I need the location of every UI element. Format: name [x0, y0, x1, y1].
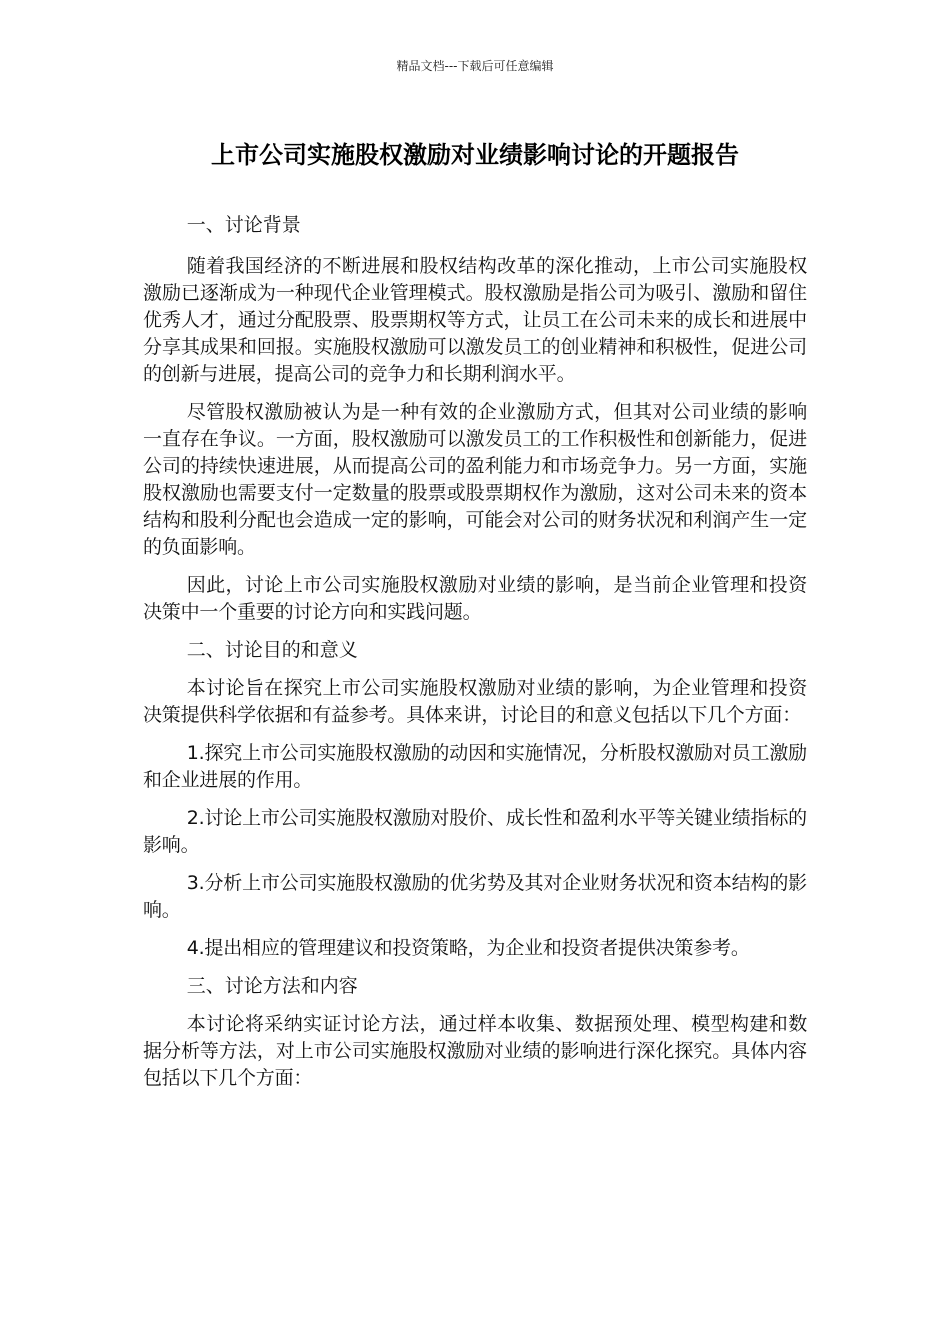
- paragraph: 随着我国经济的不断进展和股权结构改革的深化推动，上市公司实施股权激励已逐渐成为一种现代企业管理模式。股权激励是指公司为吸引、激励和留住优秀人才，通过分配股票、股票期权等方式，让员工在公司未来的成长和进展中分享其成果和回报。实施股权激励可以激发员工的创业精神和积极性，促进公司的创新与进展，提高公司的竞争力和长期利润水平。: [143, 255, 807, 385]
- section-heading-background: 一、讨论背景: [186, 214, 301, 236]
- list-item: 1.探究上市公司实施股权激励的动因和实施情况，分析股权激励对员工激励和企业进展的作用。: [143, 742, 807, 791]
- section-heading-purpose: 二、讨论目的和意义: [186, 639, 358, 661]
- header-note: 精品文档---下载后可任意编辑: [396, 59, 554, 73]
- section-heading-method: 三、讨论方法和内容: [186, 975, 358, 997]
- paragraph: 本讨论旨在探究上市公司实施股权激励对业绩的影响，为企业管理和投资决策提供科学依据和有益参考。具体来讲，讨论目的和意义包括以下几个方面：: [143, 677, 807, 726]
- list-item: 4.提出相应的管理建议和投资策略，为企业和投资者提供决策参考。: [186, 937, 750, 959]
- paragraph: 因此，讨论上市公司实施股权激励对业绩的影响，是当前企业管理和投资决策中一个重要的讨论方向和实践问题。: [143, 574, 807, 623]
- page-title: 上市公司实施股权激励对业绩影响讨论的开题报告: [211, 141, 739, 169]
- list-item: 3.分析上市公司实施股权激励的优劣势及其对企业财务状况和资本结构的影响。: [143, 872, 807, 921]
- paragraph: 本讨论将采纳实证讨论方法，通过样本收集、数据预处理、模型构建和数据分析等方法，对上市公司实施股权激励对业绩的影响进行深化探究。具体内容包括以下几个方面：: [143, 1013, 807, 1089]
- document-body: [143, 212, 807, 1103]
- list-item: 2.讨论上市公司实施股权激励对股价、成长性和盈利水平等关键业绩指标的影响。: [143, 807, 807, 856]
- paragraph: 尽管股权激励被认为是一种有效的企业激励方式，但其对公司业绩的影响一直存在争议。一方面，股权激励可以激发员工的工作积极性和创新能力，促进公司的持续快速进展，从而提高公司的盈利能力和市场竞争力。另一方面，实施股权激励也需要支付一定数量的股票或股票期权作为激励，这对公司未来的资本结构和股利分配也会造成一定的影响，可能会对公司的财务状况和利润产生一定的负面影响。: [143, 401, 807, 558]
